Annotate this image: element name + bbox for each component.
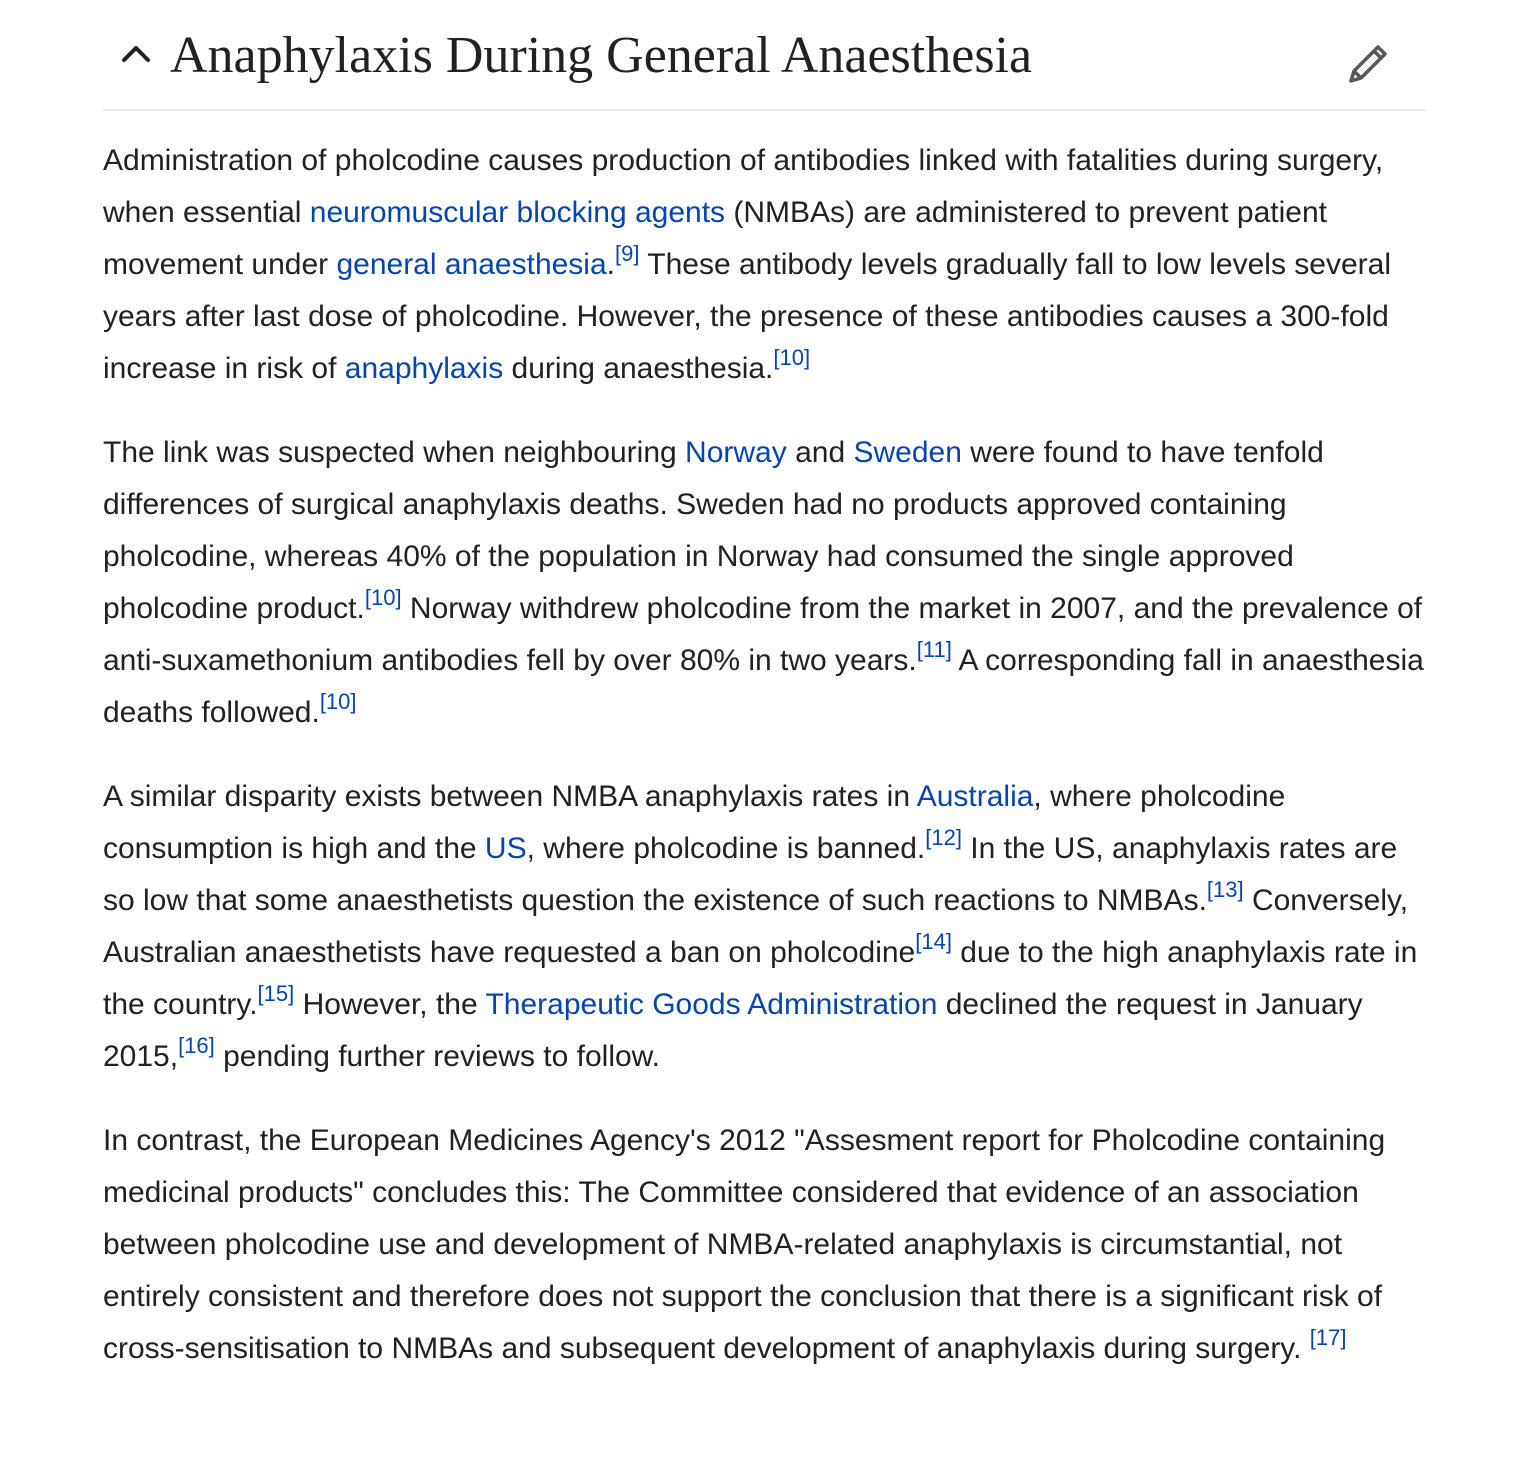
citation-13	[1207, 877, 1244, 902]
paragraph-text: during anaesthesia.	[503, 352, 774, 385]
citation-link[interactable]: [10]	[364, 585, 402, 610]
paragraph-text: A corresponding fall in anaesthesia deaths followed.	[103, 644, 1424, 729]
link-sweden[interactable]: Sweden	[853, 436, 962, 469]
paragraph-text: These antibody levels gradually fall to low levels several years after last dose of pholcodine. However, the presence of these antibodies causes a 300-fold increase in risk of	[103, 248, 1391, 385]
citation-16	[178, 1033, 215, 1058]
paragraph-text: and	[786, 436, 854, 469]
paragraph-text: In the US, anaphylaxis rates are so low that some anaesthetists question the existence of such reactions to NMBAs.	[103, 832, 1398, 917]
paragraph-ema-report	[103, 1115, 1426, 1375]
link-anaphylaxis[interactable]: anaphylaxis	[344, 352, 504, 385]
paragraph-text: declined the request in January 2015,	[103, 988, 1363, 1073]
paragraph-text: due to the high anaphylaxis rate in the country.	[103, 936, 1418, 1021]
citation-link[interactable]: [12]	[925, 825, 962, 850]
citation-link[interactable]: [9]	[615, 241, 640, 266]
paragraph-text: Administration of pholcodine causes production of antibodies linked with fatalities during surgery, when essential	[103, 144, 1384, 229]
article-section	[103, 0, 1426, 1407]
citation-link[interactable]: [11]	[916, 637, 952, 662]
citation-10	[320, 689, 357, 714]
section-header[interactable]	[103, 0, 1426, 111]
paragraph-text: Norway withdrew pholcodine from the market in 2007, and the prevalence of anti-suxamethonium antibodies fell by over 80% in two years.	[103, 592, 1423, 677]
paragraph-text: Conversely, Australian anaesthetists have requested a ban on pholcodine	[103, 884, 1409, 969]
link-norway[interactable]: Norway	[685, 436, 787, 469]
chevron-up-icon[interactable]	[120, 40, 152, 66]
citation-10	[365, 585, 402, 610]
paragraph-text: , where pholcodine consumption is high and the	[103, 780, 1286, 865]
paragraph-text: A similar disparity exists between NMBA anaphylaxis rates in	[103, 780, 917, 813]
citation-link[interactable]: [14]	[915, 929, 952, 954]
pencil-icon[interactable]	[1345, 41, 1391, 87]
paragraph-norway-sweden	[103, 427, 1426, 739]
link-therapeutic-goods-administration[interactable]: Therapeutic Goods Administration	[485, 988, 938, 1021]
paragraph-text: pending further reviews to follow.	[214, 1040, 661, 1073]
citation-15	[258, 981, 295, 1006]
section-content	[103, 111, 1426, 1375]
paragraph-text: The link was suspected when neighbouring	[103, 436, 686, 469]
paragraph-text: , where pholcodine is banned.	[526, 832, 926, 865]
paragraph-text: (NMBAs) are administered to prevent patient movement under	[103, 196, 1327, 281]
paragraph-australia-us	[103, 771, 1426, 1083]
citation-14	[915, 929, 952, 954]
link-australia[interactable]: Australia	[916, 780, 1034, 813]
paragraph-text: In contrast, the European Medicines Agency's 2012 "Assesment report for Pholcodine containing medicinal products" concludes this: The Committee considered that evidence of an association between pholcodine use and development of NMBA-related anaphylaxis is circumstantial, not entirely consistent and therefore does not support the conclusion that there is a significant risk of cross-sensitisation to NMBAs and subsequent development of anaphylaxis during surgery.	[103, 1124, 1386, 1365]
citation-link[interactable]: [10]	[773, 345, 811, 370]
link-general-anaesthesia[interactable]: general anaesthesia	[336, 248, 607, 281]
citation-link[interactable]: [10]	[319, 689, 357, 714]
paragraph-text: .	[606, 248, 616, 281]
paragraph-text: However, the	[294, 988, 486, 1021]
citation-link[interactable]: [13]	[1206, 877, 1244, 902]
citation-9	[615, 241, 639, 266]
citation-17	[1310, 1325, 1347, 1350]
section-title: Anaphylaxis During General Anaesthesia	[170, 27, 1033, 84]
link-us[interactable]: US	[484, 832, 527, 865]
link-neuromuscular-blocking-agents[interactable]: neuromuscular blocking agents	[309, 196, 726, 229]
citation-link[interactable]: [16]	[178, 1033, 215, 1058]
citation-12	[925, 825, 962, 850]
citation-11	[917, 637, 952, 662]
citation-link[interactable]: [17]	[1309, 1325, 1347, 1350]
citation-10	[773, 345, 810, 370]
paragraph-pholcodine-antibodies	[103, 135, 1426, 395]
citation-link[interactable]: [15]	[257, 981, 295, 1006]
paragraph-text: were found to have tenfold differences of surgical anaphylaxis deaths. Sweden had no products approved containing pholcodine, whereas 40% of the population in Norway had consumed the single approved pholcodine product.	[103, 436, 1324, 625]
